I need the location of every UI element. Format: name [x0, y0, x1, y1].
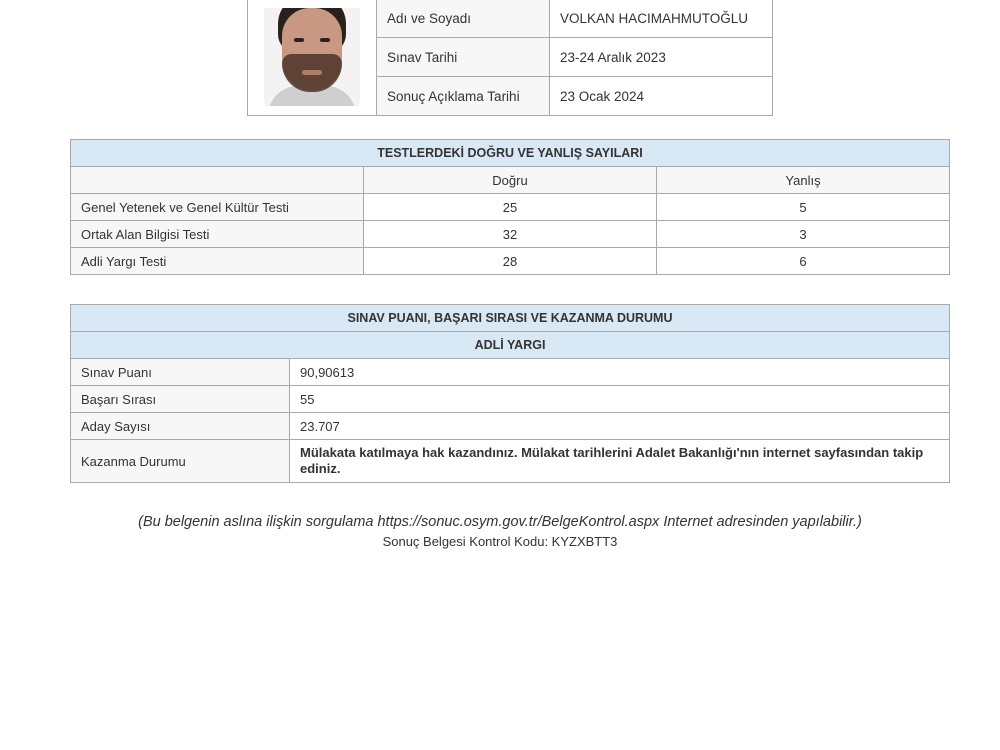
tests-table — [70, 139, 950, 275]
test-dogru: 32 — [364, 221, 657, 248]
candidate-count-value: 23.707 — [290, 413, 950, 440]
exam-score-label: Sınav Puanı — [71, 359, 290, 386]
photo-cell — [248, 0, 377, 116]
identity-row-name — [248, 0, 773, 38]
table-row — [71, 440, 950, 483]
table-row — [71, 359, 950, 386]
test-dogru: 25 — [364, 194, 657, 221]
status-value: Mülakata katılmaya hak kazandınız. Mülakat tarihlerini Adalet Bakanlığı'nın internet sayfasından takip ediniz. — [290, 440, 950, 483]
tests-title: TESTLERDEKİ DOĞRU VE YANLIŞ SAYILARI — [71, 140, 950, 167]
status-label: Kazanma Durumu — [71, 440, 290, 483]
candidate-photo — [264, 8, 360, 106]
tests-header-blank — [71, 167, 364, 194]
table-row — [71, 413, 950, 440]
candidate-count-label: Aday Sayısı — [71, 413, 290, 440]
name-value: VOLKAN HACIMAHMUTOĞLU — [550, 0, 773, 38]
rank-label: Başarı Sırası — [71, 386, 290, 413]
identity-table — [247, 0, 773, 116]
verification-note: (Bu belgenin aslına ilişkin sorgulama https://sonuc.osym.gov.tr/BelgeKontrol.aspx Internet adresinden yapılabilir.) — [138, 514, 862, 530]
exam-score-value: 90,90613 — [290, 359, 950, 386]
result-date-value: 23 Ocak 2024 — [550, 77, 773, 116]
score-table — [70, 304, 950, 483]
score-title: SINAV PUANI, BAŞARI SIRASI VE KAZANMA DURUMU — [71, 305, 950, 332]
exam-date-value: 23-24 Aralık 2023 — [550, 38, 773, 77]
test-name: Genel Yetenek ve Genel Kültür Testi — [71, 194, 364, 221]
result-date-label: Sonuç Açıklama Tarihi — [377, 77, 550, 116]
table-row — [71, 248, 950, 275]
test-yanlis: 3 — [657, 221, 950, 248]
control-code: Sonuç Belgesi Kontrol Kodu: KYZXBTT3 — [382, 534, 618, 549]
table-row — [71, 386, 950, 413]
tests-header-dogru: Doğru — [364, 167, 657, 194]
test-yanlis: 6 — [657, 248, 950, 275]
test-name: Ortak Alan Bilgisi Testi — [71, 221, 364, 248]
test-name: Adli Yargı Testi — [71, 248, 364, 275]
table-row — [71, 194, 950, 221]
exam-date-label: Sınav Tarihi — [377, 38, 550, 77]
test-yanlis: 5 — [657, 194, 950, 221]
name-label: Adı ve Soyadı — [377, 0, 550, 38]
rank-value: 55 — [290, 386, 950, 413]
test-dogru: 28 — [364, 248, 657, 275]
score-subtitle: ADLİ YARGI — [71, 332, 950, 359]
tests-header-row — [71, 167, 950, 194]
table-row — [71, 221, 950, 248]
tests-header-yanlis: Yanlış — [657, 167, 950, 194]
